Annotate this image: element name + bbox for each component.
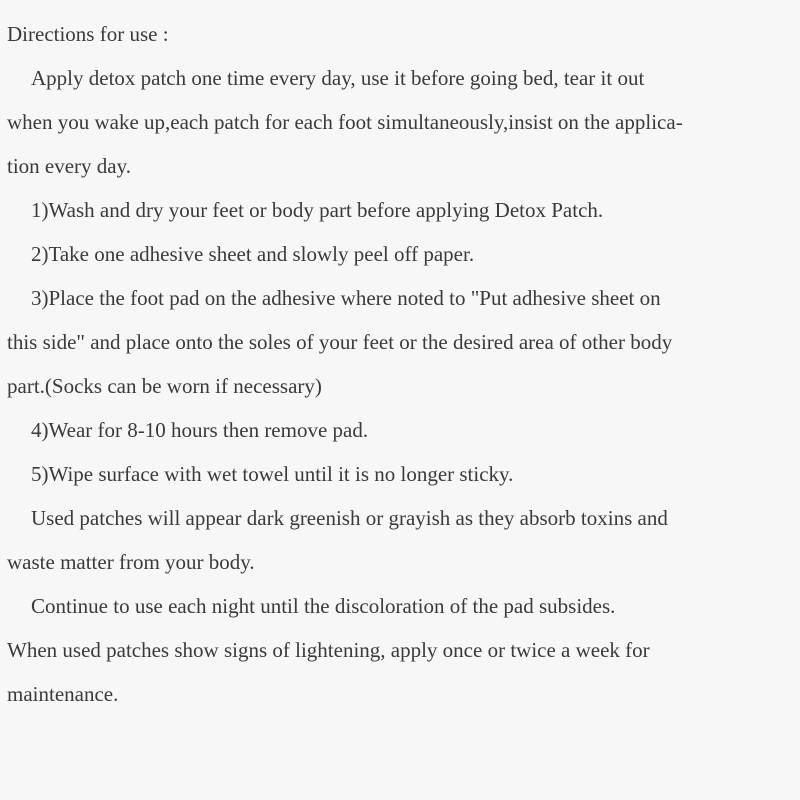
text-line: maintenance. xyxy=(7,682,119,706)
text-line: this side" and place onto the soles of your feet or the desired area of other body xyxy=(7,330,673,354)
text-line: tion every day. xyxy=(7,154,132,178)
document-heading: Directions for use : xyxy=(7,22,169,46)
step-3: 3)Place the foot pad on the adhesive where noted to "Put adhesive sheet on xyxy=(31,286,661,310)
text-line: Apply detox patch one time every day, use it before going bed, tear it out xyxy=(31,66,645,90)
step-4: 4)Wear for 8-10 hours then remove pad. xyxy=(31,418,369,442)
step-2: 2)Take one adhesive sheet and slowly peel off paper. xyxy=(31,242,475,266)
text-line: Continue to use each night until the discoloration of the pad subsides. xyxy=(31,594,616,618)
step-1: 1)Wash and dry your feet or body part before applying Detox Patch. xyxy=(31,198,604,222)
text-line: Used patches will appear dark greenish or grayish as they absorb toxins and xyxy=(31,506,668,530)
step-5: 5)Wipe surface with wet towel until it is no longer sticky. xyxy=(31,462,514,486)
text-line: part.(Socks can be worn if necessary) xyxy=(7,374,322,398)
text-line: waste matter from your body. xyxy=(7,550,255,574)
text-line: When used patches show signs of lightening, apply once or twice a week for xyxy=(7,638,650,662)
text-line: when you wake up,each patch for each foot simultaneously,insist on the applica- xyxy=(7,110,683,134)
